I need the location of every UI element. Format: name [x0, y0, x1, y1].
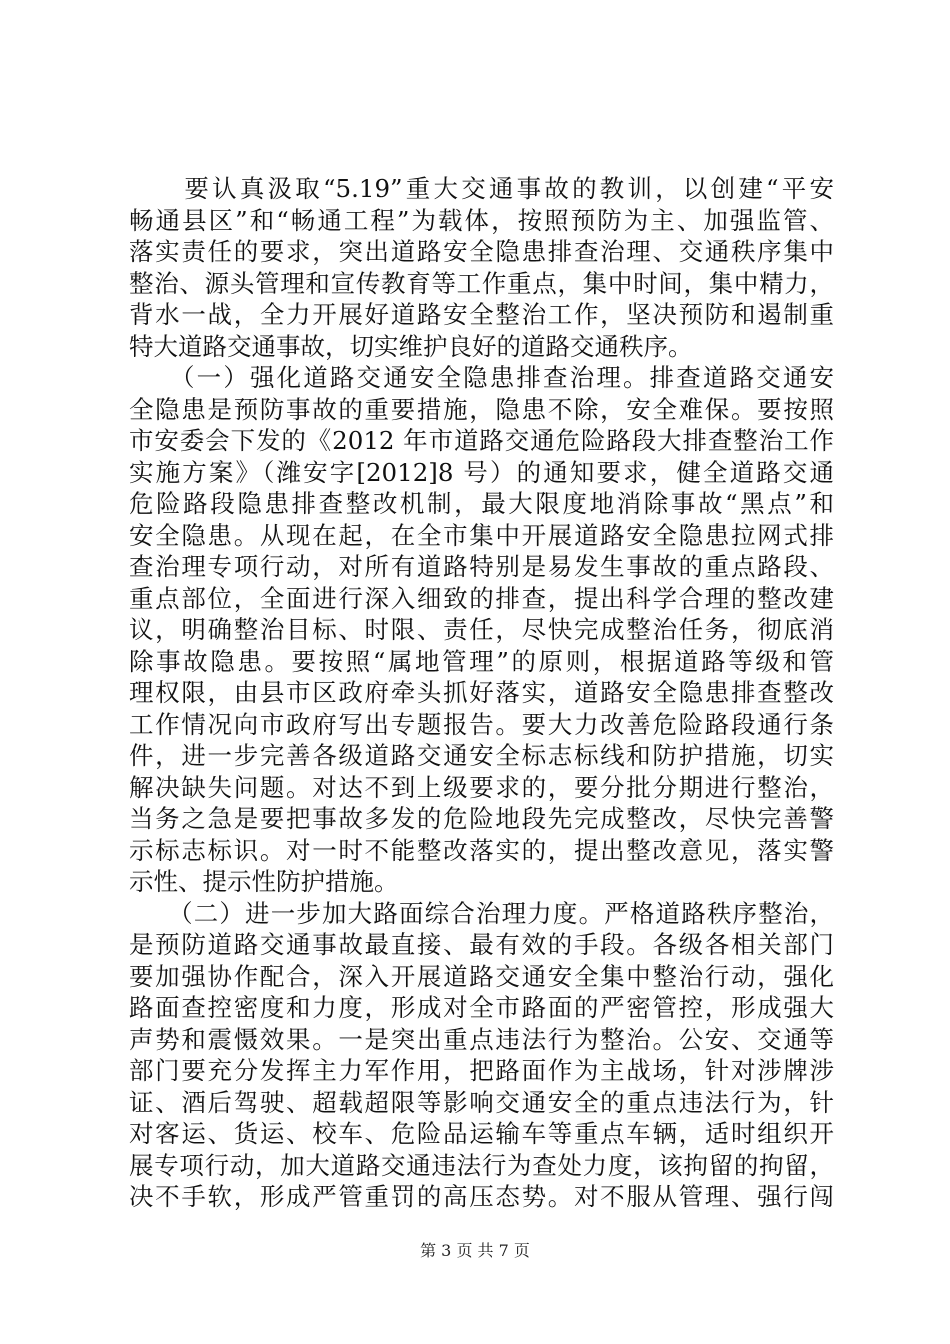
text-line: 实施方案》（潍安字[2012]8 号）的通知要求，健全道路交通 — [129, 457, 834, 487]
text-line: 安全隐患。从现在起，在全市集中开展道路安全隐患拉网式排 — [129, 520, 834, 550]
text-line: 议，明确整治目标、时限、责任，尽快完成整治任务，彻底消 — [129, 615, 834, 644]
text-line: 全隐患是预防事故的重要措施，隐患不除，安全难保。要按照 — [129, 394, 834, 424]
body-text — [129, 173, 834, 1213]
text-line: 决不手软，形成严管重罚的高压态势。对不服从管理、强行闯 — [129, 1182, 834, 1211]
text-line: 危险路段隐患排查整改机制，最大限度地消除事故“黑点”和 — [129, 489, 834, 518]
text-line: 部门要充分发挥主力军作用，把路面作为主战场，针对涉牌涉 — [129, 1056, 834, 1085]
text-line: 背水一战，全力开展好道路安全整治工作，坚决预防和遏制重 — [129, 300, 834, 329]
text-line: 示性、提示性防护措施。 — [129, 867, 399, 896]
text-line: 解决缺失问题。对达不到上级要求的，要分批分期进行整治， — [129, 772, 834, 802]
text-line: 整治、源头管理和宣传教育等工作重点，集中时间，集中精力， — [129, 268, 834, 298]
text-line: 理权限，由县市区政府牵头抓好落实，道路安全隐患排查整改 — [129, 678, 834, 707]
text-line: 路面查控密度和力度，形成对全市路面的严密管控，形成强大 — [129, 993, 834, 1022]
text-line: 展专项行动，加大道路交通违法行为查处力度，该拘留的拘留， — [129, 1150, 834, 1180]
text-line: 除事故隐患。要按照“属地管理”的原则，根据道路等级和管 — [129, 646, 834, 676]
text-line: 特大道路交通事故，切实维护良好的道路交通秩序。 — [129, 331, 693, 361]
text-line: 是预防道路交通事故最直接、最有效的手段。各级各相关部门 — [129, 930, 834, 959]
text-line: 要加强协作配合，深入开展道路交通安全集中整治行动，强化 — [129, 961, 834, 991]
text-line: 工作情况向市政府写出专题报告。要大力改善危险路段通行条 — [129, 709, 834, 739]
text-line: 件，进一步完善各级道路交通安全标志标线和防护措施，切实 — [129, 741, 834, 770]
text-line: 市安委会下发的《2012 年市道路交通危险路段大排查整治工作 — [129, 426, 834, 455]
text-line: 要认真汲取“5.19”重大交通事故的教训，以创建“平安 — [129, 174, 834, 203]
text-line: 声势和震慑效果。一是突出重点违法行为整治。公安、交通等 — [129, 1024, 834, 1054]
text-line: 畅通县区”和“畅通工程”为载体，按照预防为主、加强监管、 — [129, 205, 834, 235]
text-line: 示标志标识。对一时不能整改落实的，提出整改意见，落实警 — [129, 835, 834, 865]
page-footer: 第 3 页 共 7 页 — [420, 1241, 530, 1260]
text-line: 对客运、货运、校车、危险品运输车等重点车辆，适时组织开 — [129, 1119, 834, 1148]
text-line: 查治理专项行动，对所有道路特别是易发生事故的重点路段、 — [129, 552, 834, 581]
text-line: （二）进一步加大路面综合治理力度。严格道路秩序整治， — [129, 898, 834, 928]
text-line: 落实责任的要求，突出道路安全隐患排查治理、交通秩序集中 — [129, 237, 834, 266]
text-line: 证、酒后驾驶、超载超限等影响交通安全的重点违法行为，针 — [129, 1087, 834, 1117]
text-line: 当务之急是要把事故多发的危险地段先完成整改，尽快完善警 — [129, 804, 834, 833]
text-line: （一）强化道路交通安全隐患排查治理。排查道路交通安 — [129, 363, 834, 392]
text-line: 重点部位，全面进行深入细致的排查，提出科学合理的整改建 — [129, 583, 834, 613]
